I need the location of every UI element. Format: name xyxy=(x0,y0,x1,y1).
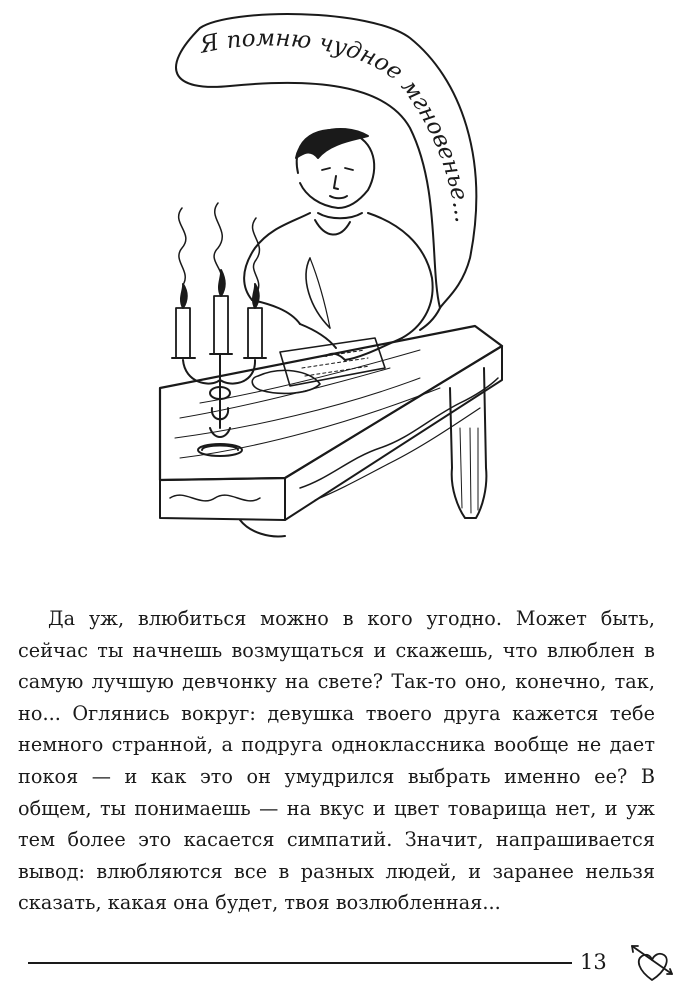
footer-rule xyxy=(28,962,572,964)
speech-scroll xyxy=(176,14,476,308)
writer-illustration xyxy=(140,8,540,568)
heart-with-arrow-icon xyxy=(628,940,676,984)
body-paragraph: Да уж, влюбиться можно в кого угодно. Может быть, сейчас ты начнешь возмущаться и скажешь, что влюблен в самую лучшую девчонку на свете? Так-то оно, конечно, так, но... Оглянись вокруг: девушка твоего друга кажется тебе немного странной, а подруга одноклассника вообще не дает покоя — и как это он умудрился выбрать именно ее? В общем, ты понимаешь — на вкус и цвет товарища нет, и уж тем более это касается симпатий. Значит, напрашивается вывод: влюбляются все в разных людей, и заранее нельзя сказать, какая она будет, твоя возлюбленная... xyxy=(18,607,655,915)
speech-text: Я помню чудное мгновенье... xyxy=(197,25,476,225)
page-number: 13 xyxy=(580,950,607,974)
